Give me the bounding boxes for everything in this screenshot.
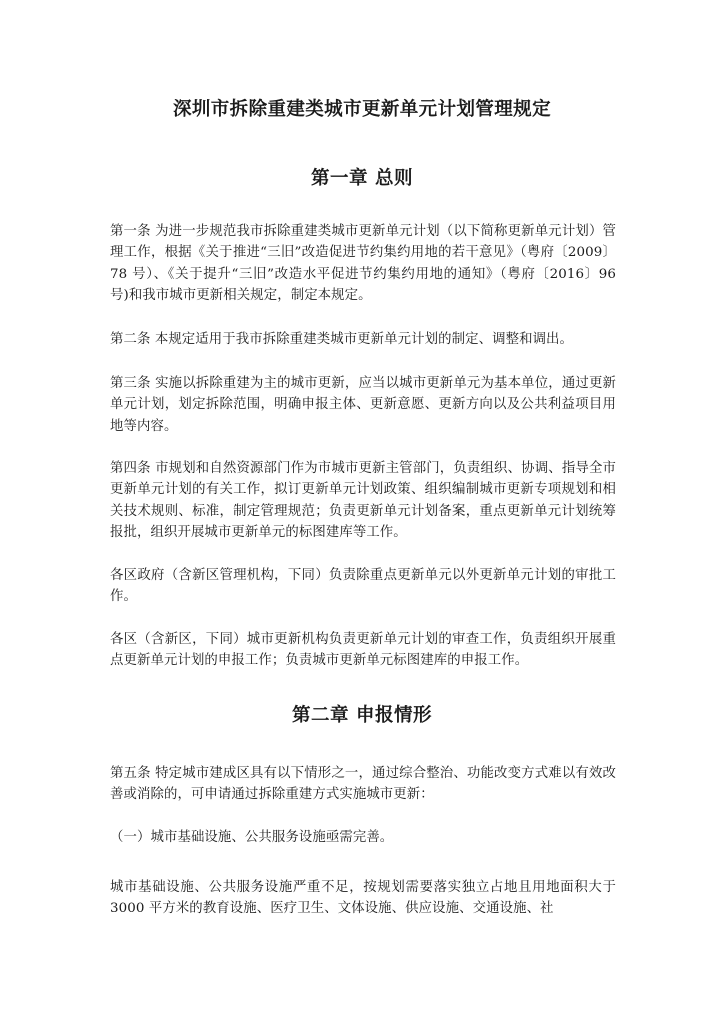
article-5-paragraph: 第五条 特定城市建成区具有以下情形之一，通过综合整治、功能改变方式难以有效改善或消除的，可申请通过拆除重建方式实施城市更新： <box>110 766 616 803</box>
infrastructure-paragraph: 城市基础设施、公共服务设施严重不足，按规划需要落实独立占地且用地面积大于 3000 平方米的教育设施、医疗卫生、文体设施、供应设施、交通设施、社 <box>110 880 616 917</box>
district-agency-paragraph: 各区（含新区，下同）城市更新机构负责更新单元计划的审查工作，负责组织开展重点更新单元计划的申报工作；负责城市更新单元标图建库的申报工作。 <box>110 632 616 669</box>
chapter-1-heading: 第一章 总则 <box>311 168 413 189</box>
district-government-paragraph: 各区政府（含新区管理机构，下同）负责除重点更新单元以外更新单元计划的审批工作。 <box>110 568 616 605</box>
article-3-paragraph: 第三条 实施以拆除重建为主的城市更新，应当以城市更新单元为基本单位，通过更新单元计划，划定拆除范围，明确申报主体、更新意愿、更新方向以及公共利益项目用地等内容。 <box>110 376 616 434</box>
chapter-2-heading: 第二章 申报情形 <box>292 705 432 726</box>
article-4-paragraph: 第四条 市规划和自然资源部门作为市城市更新主管部门，负责组织、协调、指导全市更新单元计划的有关工作，拟订更新单元计划政策、组织编制城市更新专项规划和相关技术规则、标准，制定管理规范；负责更新单元计划备案，重点更新单元计划统筹报批，组织开展城市更新单元的标图建库等工作。 <box>110 461 616 541</box>
document-title: 深圳市拆除重建类城市更新单元计划管理规定 <box>172 99 551 120</box>
item-1-paragraph: （一）城市基础设施、公共服务设施亟需完善。 <box>110 830 394 845</box>
article-1-paragraph: 第一条 为进一步规范我市拆除重建类城市更新单元计划（以下简称更新单元计划）管理工作，根据《关于推进“三旧”改造促进节约集约用地的若干意见》（粤府〔2009〕78 号）、《关于提升“三旧”改造水平促进节约集约用地的通知》（粤府〔2016〕96 号)和我市城市更新相关规定，制定本规定。 <box>110 224 616 304</box>
article-2-paragraph: 第二条 本规定适用于我市拆除重建类城市更新单元计划的制定、调整和调出。 <box>110 332 574 347</box>
